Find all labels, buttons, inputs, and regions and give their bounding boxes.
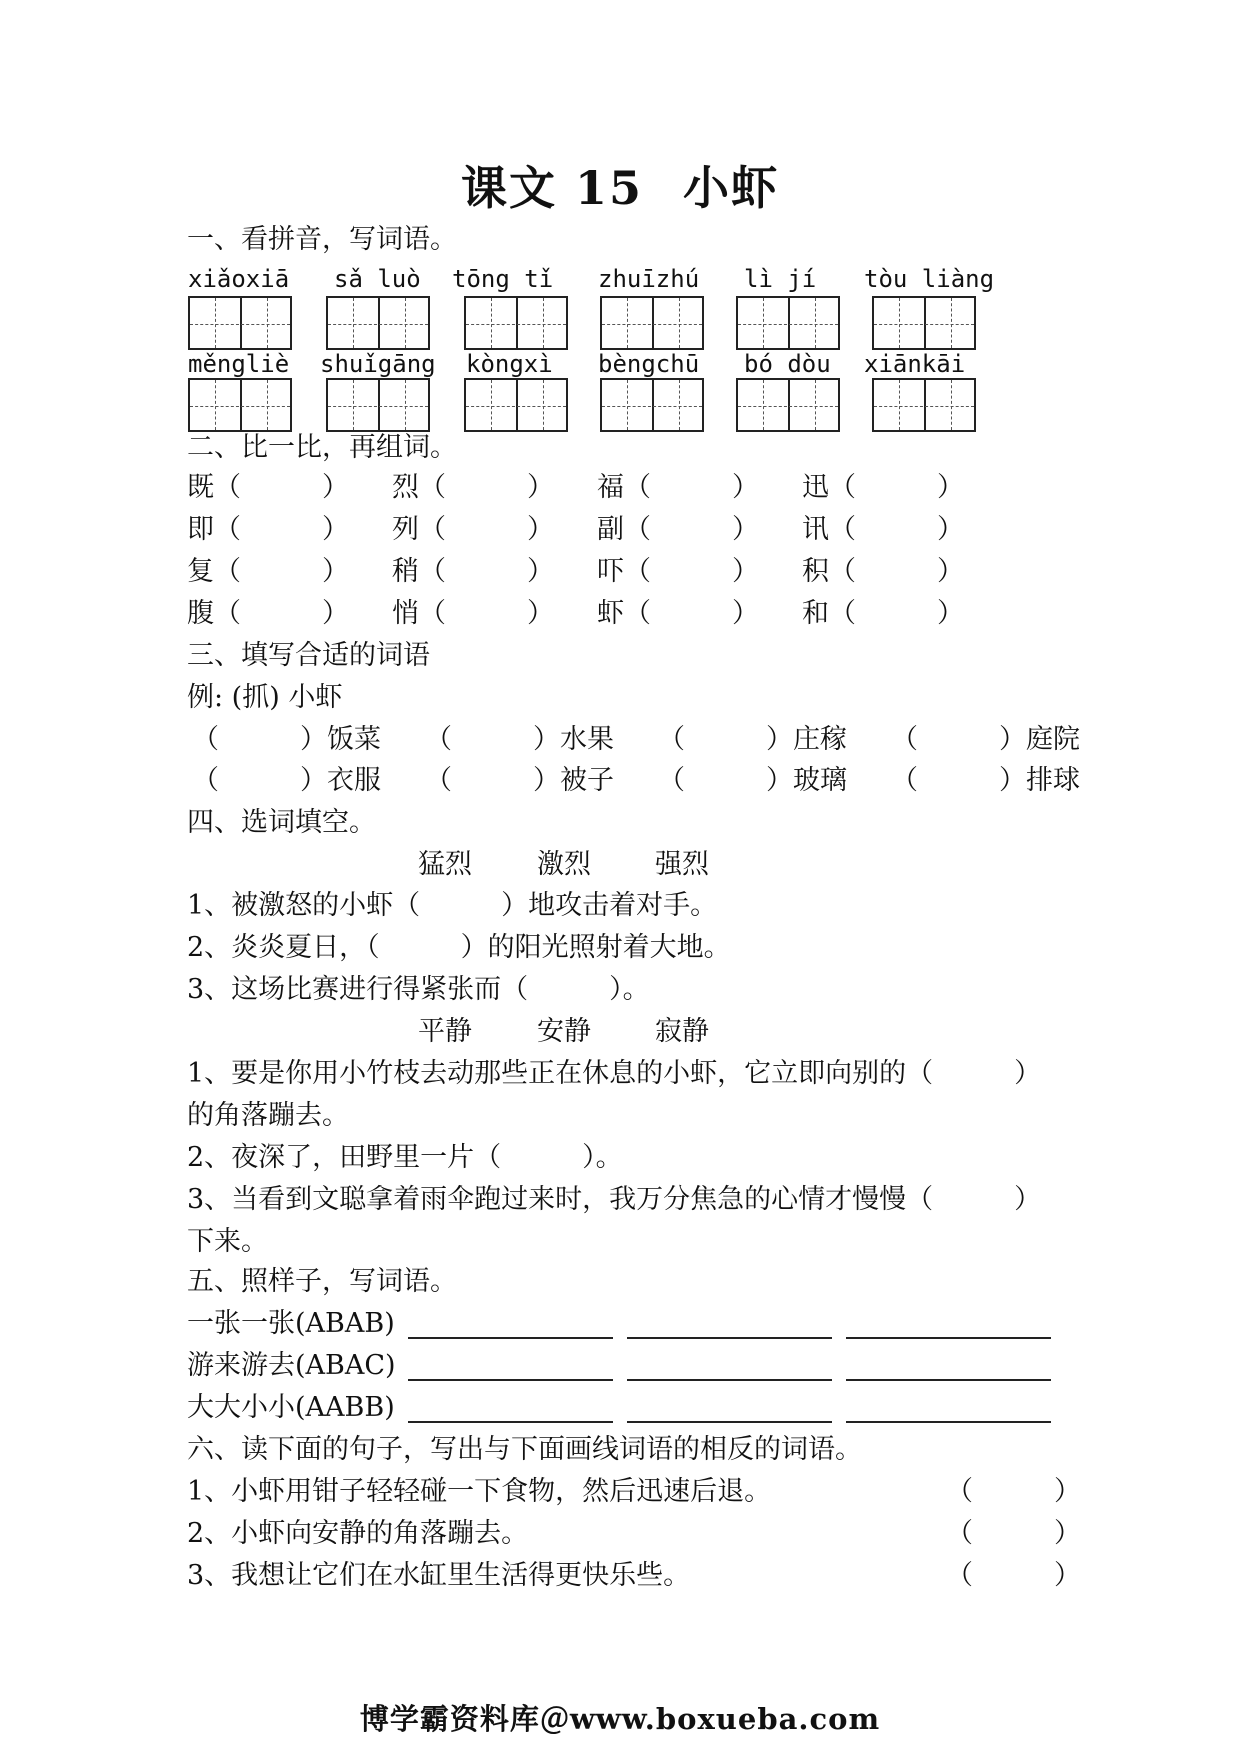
pattern-label: 游来游去(ABAC) xyxy=(187,1350,396,1381)
sentence-item: 2、小虾向安静的角落蹦去。 xyxy=(187,1518,529,1549)
section-3-heading: 三、填写合适的词语 xyxy=(187,640,430,671)
lesson-name: 小虾 xyxy=(683,161,780,215)
compare-item: 讯（ ） xyxy=(802,514,964,545)
writing-grid[interactable] xyxy=(326,296,430,350)
writing-grid[interactable] xyxy=(736,378,840,432)
sentence-item: 3、我想让它们在水缸里生活得更快乐些。 xyxy=(187,1560,691,1591)
fill-item[interactable]: （ ）衣服 xyxy=(192,765,381,796)
fill-item[interactable]: （ ）水果 xyxy=(425,724,614,755)
page-title xyxy=(0,152,1240,218)
answer-line[interactable] xyxy=(846,1421,1051,1423)
compare-item: 吓（ ） xyxy=(597,556,759,587)
answer-line[interactable] xyxy=(627,1421,832,1423)
question-line[interactable]: 1、被激怒的小虾（ ）地攻击着对手。 xyxy=(187,890,718,921)
compare-item: 积（ ） xyxy=(802,556,964,587)
pattern-label: 一张一张(ABAB) xyxy=(187,1308,395,1339)
fill-item[interactable]: （ ）玻璃 xyxy=(658,765,847,796)
fill-item[interactable]: （ ）被子 xyxy=(425,765,614,796)
section-4-heading: 四、选词填空。 xyxy=(187,807,376,838)
writing-grid[interactable] xyxy=(464,378,568,432)
section-1-heading: 一、看拼音，写词语。 xyxy=(187,224,457,255)
answer-line[interactable] xyxy=(627,1379,832,1381)
word-choice: 激烈 xyxy=(537,849,591,880)
answer-line[interactable] xyxy=(408,1337,613,1339)
compare-item: 稍（ ） xyxy=(392,556,554,587)
compare-item: 烈（ ） xyxy=(392,472,554,503)
pinyin-label: kòngxì xyxy=(466,350,553,378)
pinyin-label: lì jí xyxy=(744,265,817,293)
compare-item: 福（ ） xyxy=(597,472,759,503)
answer-line[interactable] xyxy=(627,1337,832,1339)
answer-line[interactable] xyxy=(408,1379,613,1381)
answer-paren[interactable]: （ ） xyxy=(946,1518,1081,1549)
word-choice: 强烈 xyxy=(655,849,709,880)
pattern-label: 大大小小(AABB) xyxy=(187,1392,395,1423)
question-line[interactable]: 3、当看到文聪拿着雨伞跑过来时，我万分焦急的心情才慢慢（ ） xyxy=(187,1184,1042,1215)
writing-grid[interactable] xyxy=(326,378,430,432)
fill-item[interactable]: （ ）庭院 xyxy=(891,724,1080,755)
compare-item: 迅（ ） xyxy=(802,472,964,503)
word-choice: 平静 xyxy=(418,1016,472,1047)
writing-grid[interactable] xyxy=(872,378,976,432)
writing-grid[interactable] xyxy=(600,296,704,350)
compare-item: 和（ ） xyxy=(802,598,964,629)
pinyin-label: xiānkāi xyxy=(864,350,966,378)
word-choice: 寂静 xyxy=(655,1016,709,1047)
writing-grid[interactable] xyxy=(188,378,292,432)
writing-grid[interactable] xyxy=(464,296,568,350)
compare-item: 即（ ） xyxy=(187,514,349,545)
question-line-cont: 的角落蹦去。 xyxy=(187,1100,349,1131)
question-line[interactable]: 3、这场比赛进行得紧张而（ ）。 xyxy=(187,974,650,1005)
answer-line[interactable] xyxy=(408,1421,613,1423)
answer-paren[interactable]: （ ） xyxy=(946,1476,1081,1507)
writing-grid[interactable] xyxy=(600,378,704,432)
pinyin-label: shuǐgāng xyxy=(320,350,436,378)
fill-item[interactable]: （ ）饭菜 xyxy=(192,724,381,755)
answer-line[interactable] xyxy=(846,1337,1051,1339)
word-choice: 安静 xyxy=(537,1016,591,1047)
pinyin-label: tòu liàng xyxy=(864,265,995,293)
section-6-heading: 六、读下面的句子，写出与下面画线词语的相反的词语。 xyxy=(187,1434,862,1465)
answer-paren[interactable]: （ ） xyxy=(946,1560,1081,1591)
pinyin-label: bèngchū xyxy=(598,350,700,378)
section-2-heading: 二、比一比，再组词。 xyxy=(187,432,457,463)
pinyin-label: zhuīzhú xyxy=(598,265,700,293)
pinyin-label: bó dòu xyxy=(744,350,831,378)
compare-item: 虾（ ） xyxy=(597,598,759,629)
pinyin-label: xiǎoxiā xyxy=(188,265,290,293)
sentence-item: 1、小虾用钳子轻轻碰一下食物，然后迅速后退。 xyxy=(187,1476,772,1507)
writing-grid[interactable] xyxy=(872,296,976,350)
question-line[interactable]: 1、要是你用小竹枝去动那些正在休息的小虾，它立即向别的（ ） xyxy=(187,1058,1042,1089)
compare-item: 列（ ） xyxy=(392,514,554,545)
fill-item[interactable]: （ ）庄稼 xyxy=(658,724,847,755)
footer-watermark: 博学霸资料库＠www.boxueba.com xyxy=(359,1702,881,1736)
pinyin-label: sǎ luò xyxy=(334,265,421,293)
example-line: 例: (抓) 小虾 xyxy=(187,682,343,713)
compare-item: 既（ ） xyxy=(187,472,349,503)
question-line[interactable]: 2、夜深了，田野里一片（ ）。 xyxy=(187,1142,623,1173)
question-line[interactable]: 2、炎炎夏日，（ ）的阳光照射着大地。 xyxy=(187,932,731,963)
answer-line[interactable] xyxy=(846,1379,1051,1381)
pinyin-label: tōng tǐ xyxy=(452,265,554,293)
section-5-heading: 五、照样子，写词语。 xyxy=(187,1266,457,1297)
pinyin-label: měngliè xyxy=(188,350,290,378)
writing-grid[interactable] xyxy=(188,296,292,350)
writing-grid[interactable] xyxy=(736,296,840,350)
compare-item: 腹（ ） xyxy=(187,598,349,629)
fill-item[interactable]: （ ）排球 xyxy=(891,765,1080,796)
lesson-number: 课文 15 xyxy=(460,161,644,215)
question-line-cont: 下来。 xyxy=(187,1226,268,1257)
compare-item: 悄（ ） xyxy=(392,598,554,629)
word-choice: 猛烈 xyxy=(418,849,472,880)
compare-item: 复（ ） xyxy=(187,556,349,587)
compare-item: 副（ ） xyxy=(597,514,759,545)
